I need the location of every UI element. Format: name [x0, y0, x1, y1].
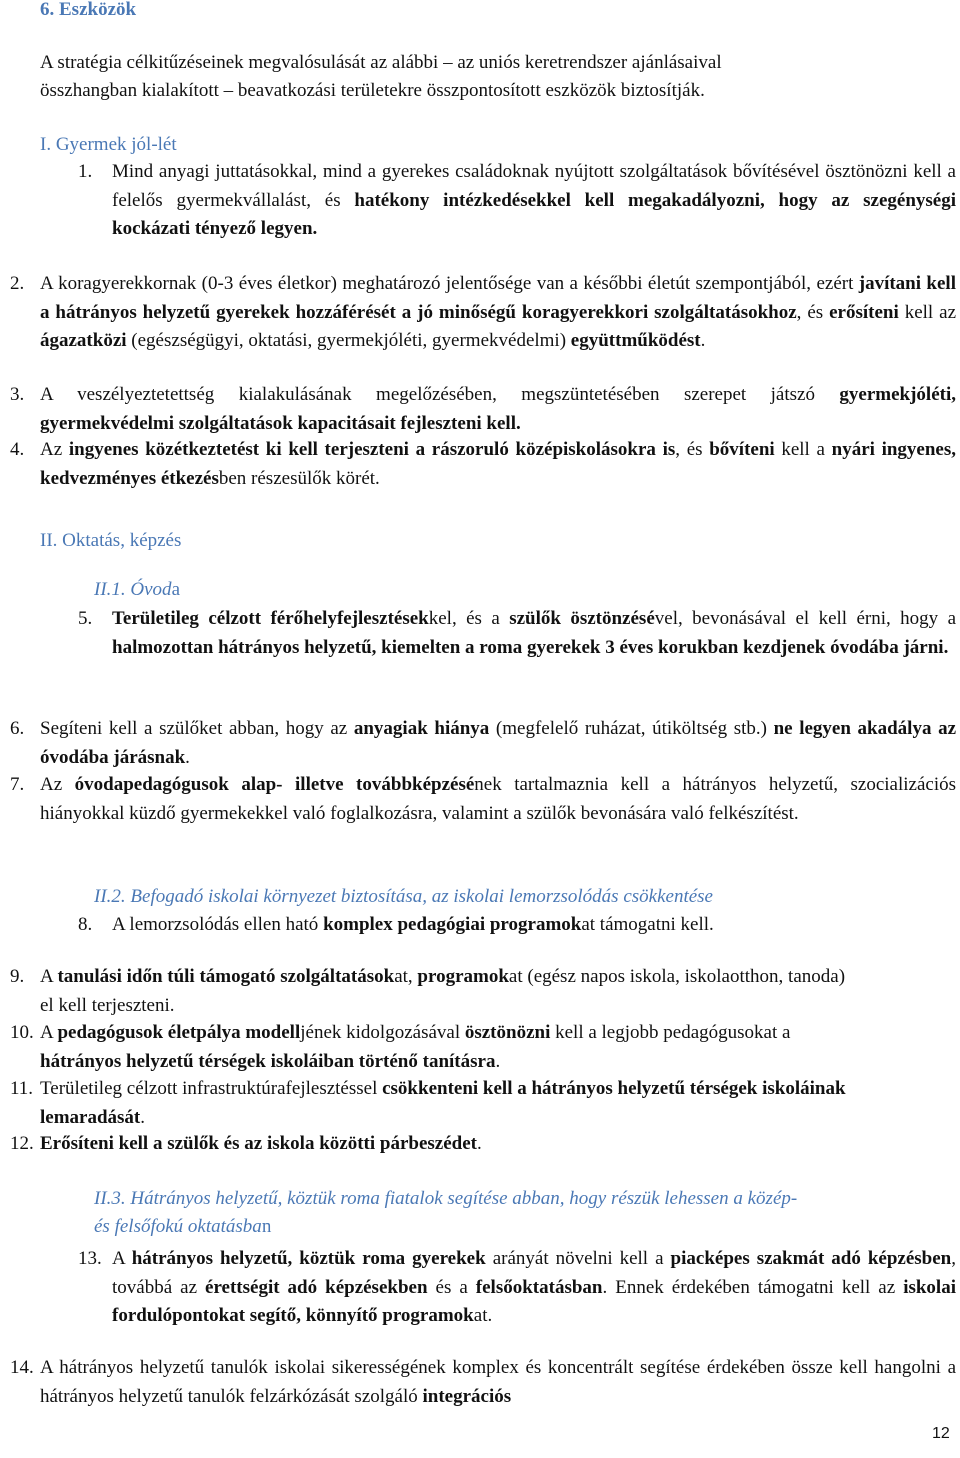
bold-text: Erősíteni kell a szülők és az iskola közötti párbeszédet — [40, 1133, 477, 1154]
text-run: A — [112, 1248, 132, 1269]
item-number: 10. — [10, 1022, 34, 1043]
bold-text: felsőoktatásban — [475, 1276, 603, 1298]
item-number: 3. — [10, 384, 25, 405]
text-run: Segíteni kell a szülőket abban, hogy az — [40, 718, 354, 739]
text-run: nek tartalmaznia kell a hátrányos helyzetű, szocializációs hiányokkal küzdő gyermekekkel való foglalkozásra, valamint a szülők bevonására való felkészítést. — [40, 774, 957, 824]
text-run: Mind anyagi juttatásokkal, mind a gyerekes családoknak nyújtott szolgáltatások bővítésével ösztönözni kell a felelős gyermekvállalást, és — [112, 161, 956, 211]
bold-text: ingyenes közétkeztetést ki kell terjeszteni a rászoruló középiskolásokra is — [68, 439, 676, 460]
bold-text: bővíteni — [709, 439, 775, 460]
part2-heading: II. Oktatás, képzés — [40, 530, 182, 551]
sub1-italic: Óvod — [130, 579, 172, 600]
text-run: kel, és a — [428, 608, 510, 629]
item-number: 13. — [78, 1248, 102, 1269]
bold-text: hatékony intézkedésekkel kell megakadályozni, hogy az szegénységi kockázati tényező legyen. — [112, 189, 956, 239]
bold-text: hátrányos helyzetű térségek iskoláiban történő tanításra — [40, 1050, 496, 1072]
text-run: kell a — [774, 439, 832, 460]
text-run: A hátrányos helyzetű tanulók iskolai sikerességének komplex és koncentrált segítése érdekében össze kell hangolni a hátrányos helyzetű tanulók felzárkózását szolgáló — [40, 1357, 956, 1407]
bold-text: piacképes szakmát adó képzésben — [670, 1248, 952, 1269]
page-number: 12 — [932, 1425, 950, 1442]
item-number: 7. — [10, 774, 25, 795]
text-run: , és — [796, 301, 830, 323]
item-number: 8. — [78, 914, 93, 935]
bold-text: célzott férőhelyfejlesztések — [208, 608, 429, 629]
text-run: (megfelelő ruházat, útiköltség stb.) — [489, 718, 774, 739]
text-run: at. — [473, 1305, 493, 1326]
sub3-heading-tail: n — [261, 1216, 272, 1237]
list-item — [40, 715, 956, 772]
bold-text: komplex pedagógiai programok — [323, 914, 582, 935]
text-run: és a — [427, 1276, 476, 1298]
list-item — [40, 270, 956, 356]
text-run: vel, bevonásával el kell érni, hogy a — [654, 608, 957, 629]
text-run: . — [140, 1106, 146, 1128]
item-number: 9. — [10, 966, 25, 987]
item-number: 4. — [10, 439, 25, 460]
bold-text: integrációs — [422, 1385, 512, 1407]
list-item — [40, 771, 956, 828]
bold-text: gyermekjóléti, gyermekvédelmi szolgáltatások kapacitásait fejleszteni kell. — [40, 384, 956, 434]
item-number: 14. — [10, 1357, 34, 1378]
text-run: at, — [394, 966, 418, 987]
section-title-text: 6. Eszközök — [40, 0, 137, 20]
list-item — [112, 1245, 956, 1331]
list-item — [40, 1075, 880, 1132]
sub3-heading-italic: és felsőfokú oktatásba — [94, 1216, 262, 1237]
text-run: A — [40, 966, 58, 987]
item-number: 12. — [10, 1133, 34, 1154]
bold-text: Területileg — [112, 608, 199, 629]
list-item — [112, 158, 956, 244]
item-number: 11. — [10, 1078, 34, 1099]
list-item — [112, 605, 956, 662]
bold-text: szülők ösztönzésé — [509, 608, 655, 629]
bold-text: javítani kell a hátrányos helyzetű gyerekek hozzáférését a jó minőségű koragyerekkori szolgáltatásokhoz — [40, 273, 956, 323]
bold-text: pedagógusok életpálya modell — [57, 1022, 301, 1043]
list-item — [40, 963, 860, 1020]
item-number: 1. — [78, 161, 93, 182]
text-run: . — [495, 1050, 501, 1072]
bold-text: halmozottan hátrányos helyzetű, kiemelten a roma gyerekek 3 éves korukban kezdjenek óvodába járni. — [112, 636, 949, 658]
bold-text: ne legyen akadálya az óvodába járásnak — [40, 718, 957, 768]
bold-text: ösztönözni — [464, 1022, 551, 1043]
list-item — [40, 1130, 920, 1159]
text-run: . — [185, 746, 190, 768]
intro-line-2: összhangban kialakított – beavatkozási területekre összpontosított eszközök biztosítják. — [40, 80, 705, 101]
bold-text: csökkenteni kell a hátrányos helyzetű térségek iskoláinak lemaradását — [40, 1078, 846, 1128]
text-run: . — [476, 1133, 482, 1154]
text-run: at támogatni kell. — [581, 914, 714, 935]
text-run: jének kidolgozásával — [300, 1022, 465, 1043]
bold-text: tanulási időn túli támogató szolgáltatások — [57, 966, 395, 987]
item-number: 5. — [78, 608, 93, 629]
text-run: . — [700, 330, 706, 351]
text-run: . Ennek érdekében támogatni kell az — [602, 1276, 904, 1298]
sub3-heading-line-1: II.3. Hátrányos helyzetű, köztük roma fiatalok segítése abban, hogy részük lehessen a közép- — [94, 1188, 798, 1209]
section-title — [40, 0, 136, 22]
list-item — [40, 381, 956, 438]
text-run: Az — [40, 439, 69, 460]
list-item — [40, 1354, 956, 1411]
list-item — [40, 436, 956, 493]
sub1-prefix: II.1. — [94, 579, 131, 600]
text-run: kell az — [898, 301, 957, 323]
sub3-heading-line-2 — [94, 1215, 271, 1239]
bold-text: anyagiak hiánya — [353, 718, 490, 739]
intro-line-1: A stratégia célkitűzéseinek megvalósulását az alábbi – az uniós keretrendszer ajánlásaival — [40, 52, 722, 73]
item-number: 2. — [10, 273, 25, 294]
text-run: A koragyerekkornak (0-3 éves életkor) meghatározó jelentősége van a későbbi életút szempontjából, ezért — [40, 273, 859, 294]
text-run: A veszélyeztetettség kialakulásának megelőzésében, megszüntetésében szerepet játszó — [40, 384, 840, 405]
list-item — [40, 1019, 860, 1076]
text-run: at (egész napos iskola, iskolaotthon, tanoda) el kell terjeszteni. — [40, 966, 846, 1016]
bold-text: erősíteni — [829, 301, 899, 323]
text-run: Területileg célzott infrastruktúrafejlesztéssel — [40, 1078, 383, 1099]
text-run: Az — [40, 774, 75, 795]
text-run: ben részesülők körét. — [218, 467, 380, 489]
list-item — [112, 911, 956, 940]
part1-heading: I. Gyermek jól-lét — [40, 134, 177, 155]
sub1-suffix: a — [171, 579, 180, 600]
text-run: A lemorzsolódás ellen ható — [112, 914, 324, 935]
bold-text: iskolai fordulópontokat segítő, könnyítő programok — [112, 1276, 956, 1326]
item-number: 6. — [10, 718, 25, 739]
sub1-heading — [94, 578, 180, 602]
text-run — [199, 608, 208, 629]
bold-text: érettségit adó képzésekben — [205, 1276, 428, 1298]
text-run: , és — [675, 439, 710, 460]
text-run: kell a legjobb pedagógusokat a — [550, 1022, 791, 1043]
bold-text: együttműködést — [570, 330, 701, 351]
bold-text: óvodapedagógusok alap- illetve továbbképzésé — [74, 774, 475, 795]
bold-text: ágazatközi — [40, 330, 127, 351]
text-run: (egészségügyi, oktatási, gyermekjóléti, gyermekvédelmi) — [126, 330, 571, 351]
text-run: A — [40, 1022, 58, 1043]
sub2-heading: II.2. Befogadó iskolai környezet biztosítása, az iskolai lemorzsolódás csökkentése — [94, 886, 713, 907]
bold-text: nyári ingyenes, kedvezményes étkezés — [40, 439, 957, 489]
bold-text: programok — [417, 966, 509, 987]
text-run: arányát növelni kell a — [485, 1248, 671, 1269]
text-run: , továbbá az — [112, 1248, 956, 1298]
bold-text: hátrányos helyzetű, köztük roma gyerekek — [131, 1248, 486, 1269]
